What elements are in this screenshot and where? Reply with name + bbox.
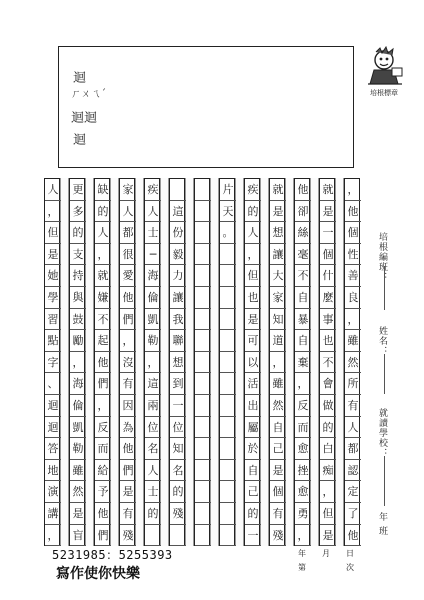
grid-cell bbox=[220, 244, 236, 266]
grid-cell: 天 bbox=[220, 201, 236, 223]
grid-cell: ─ bbox=[145, 244, 161, 266]
grid-cell: 是 bbox=[120, 481, 136, 503]
grid-cell: 盲 bbox=[70, 525, 86, 547]
grid-cell: 疾 bbox=[145, 179, 161, 201]
grid-cell: 答 bbox=[45, 438, 61, 460]
page-no-label: 第 bbox=[298, 563, 306, 572]
grid-cell: 沒 bbox=[120, 352, 136, 374]
grid-cell: 家 bbox=[270, 287, 286, 309]
grid-cell: 己 bbox=[270, 438, 286, 460]
grid-cell: ， bbox=[45, 201, 61, 223]
grid-cell: 然 bbox=[270, 395, 286, 417]
page-year-label: 年 bbox=[298, 549, 306, 558]
grid-cell bbox=[220, 373, 236, 395]
grid-cell: 善 bbox=[345, 265, 361, 287]
grid-cell: ， bbox=[270, 352, 286, 374]
grid-cell: 聯 bbox=[170, 330, 186, 352]
grid-cell bbox=[220, 352, 236, 374]
grid-cell bbox=[195, 460, 211, 482]
grid-cell bbox=[220, 503, 236, 525]
grid-cell: 這 bbox=[170, 201, 186, 223]
grid-cell: 己 bbox=[245, 481, 261, 503]
grid-cell: 做 bbox=[320, 395, 336, 417]
grid-cell: 迴 bbox=[45, 417, 61, 439]
grid-cell: 位 bbox=[145, 417, 161, 439]
grid-cell: 就 bbox=[270, 179, 286, 201]
grid-cell: 人 bbox=[345, 417, 361, 439]
grid-cell bbox=[220, 265, 236, 287]
grid-cell: 家 bbox=[120, 179, 136, 201]
grid-gap-column bbox=[110, 178, 119, 546]
grid-cell bbox=[145, 525, 161, 547]
grade-label: 年 班 bbox=[377, 512, 387, 536]
grid-cell: 人 bbox=[45, 179, 61, 201]
grid-cell: 鼓 bbox=[70, 309, 86, 331]
grid-cell: 讓 bbox=[270, 244, 286, 266]
grid-cell: ， bbox=[70, 352, 86, 374]
grid-cell: 殘 bbox=[120, 525, 136, 547]
grid-cell: 都 bbox=[120, 222, 136, 244]
grid-gap-column bbox=[310, 178, 319, 546]
grid-cell: 什 bbox=[320, 265, 336, 287]
grid-column bbox=[144, 178, 160, 546]
grid-cell: 認 bbox=[345, 460, 361, 482]
grid-cell: 持 bbox=[70, 265, 86, 287]
grid-column bbox=[169, 178, 185, 546]
grid-cell bbox=[195, 352, 211, 374]
grid-cell: 愛 bbox=[120, 265, 136, 287]
grid-cell: 大 bbox=[270, 265, 286, 287]
grid-cell: 以 bbox=[245, 352, 261, 374]
grid-cell: 殘 bbox=[170, 503, 186, 525]
grid-cell: ， bbox=[120, 330, 136, 352]
grid-cell: 是 bbox=[270, 201, 286, 223]
grid-cell: 名 bbox=[170, 460, 186, 482]
grid-cell: 殘 bbox=[270, 525, 286, 547]
grid-cell: 的 bbox=[170, 481, 186, 503]
grid-cell: 但 bbox=[245, 265, 261, 287]
grid-cell: 他 bbox=[295, 179, 311, 201]
grid-gap-column bbox=[335, 178, 344, 546]
grid-cell bbox=[220, 309, 236, 331]
grid-cell: 份 bbox=[170, 222, 186, 244]
grid-cell: 講 bbox=[45, 503, 61, 525]
grid-cell: 道 bbox=[270, 330, 286, 352]
grid-cell: 不 bbox=[295, 265, 311, 287]
grid-cell: 一 bbox=[320, 222, 336, 244]
remark-line: 迴 bbox=[73, 71, 87, 86]
grid-column bbox=[269, 178, 285, 546]
grid-gap-column bbox=[135, 178, 144, 546]
grid-cell bbox=[220, 417, 236, 439]
grid-cell: 他 bbox=[95, 503, 111, 525]
page-day-label: 日 bbox=[346, 549, 354, 558]
grid-cell: 位 bbox=[170, 417, 186, 439]
grid-cell: 性 bbox=[345, 244, 361, 266]
grid-cell: 起 bbox=[95, 330, 111, 352]
grid-cell: 不 bbox=[320, 352, 336, 374]
grid-cell: 絲 bbox=[295, 222, 311, 244]
grid-cell: 個 bbox=[270, 481, 286, 503]
grid-cell: 的 bbox=[245, 201, 261, 223]
grid-cell: 自 bbox=[270, 417, 286, 439]
grid-cell: 出 bbox=[245, 395, 261, 417]
grid-cell: 屬 bbox=[245, 417, 261, 439]
grid-cell: 我 bbox=[170, 309, 186, 331]
grid-cell bbox=[195, 309, 211, 331]
grid-cell: 習 bbox=[45, 309, 61, 331]
grid-cell: 他 bbox=[345, 201, 361, 223]
school-label: 就讀學校： bbox=[377, 408, 387, 458]
grid-cell: 個 bbox=[345, 222, 361, 244]
grid-cell: 挫 bbox=[295, 460, 311, 482]
grid-gap-column bbox=[185, 178, 194, 546]
grid-cell: 到 bbox=[170, 373, 186, 395]
grid-cell bbox=[195, 330, 211, 352]
grid-cell: 雖 bbox=[70, 460, 86, 482]
grid-cell: 們 bbox=[120, 460, 136, 482]
grid-cell: 倫 bbox=[145, 287, 161, 309]
grid-cell: 勒 bbox=[145, 330, 161, 352]
remark-line: ㄏㄨㄟˊ bbox=[71, 89, 106, 100]
grid-cell: 有 bbox=[120, 373, 136, 395]
grid-cell: 們 bbox=[95, 525, 111, 547]
grid-column bbox=[244, 178, 260, 546]
grid-cell: ， bbox=[95, 395, 111, 417]
grid-cell: ， bbox=[295, 525, 311, 547]
grid-cell: 的 bbox=[320, 417, 336, 439]
grid-cell bbox=[220, 330, 236, 352]
grid-cell: 字 bbox=[45, 352, 61, 374]
name-field-line bbox=[384, 354, 385, 394]
grid-cell: 兩 bbox=[145, 395, 161, 417]
grid-column bbox=[194, 178, 210, 546]
grid-cell: 想 bbox=[170, 352, 186, 374]
grid-cell: 士 bbox=[145, 222, 161, 244]
footer-slogan: 寫作使你快樂 bbox=[56, 566, 140, 582]
grid-cell: ， bbox=[245, 244, 261, 266]
grid-cell: 但 bbox=[45, 222, 61, 244]
grid-cell: 疾 bbox=[245, 179, 261, 201]
grid-cell: 良 bbox=[345, 287, 361, 309]
grid-cell: 活 bbox=[245, 373, 261, 395]
grid-cell: 人 bbox=[145, 460, 161, 482]
grid-cell: 士 bbox=[145, 481, 161, 503]
grid-gap-column bbox=[160, 178, 169, 546]
grid-cell bbox=[195, 179, 211, 201]
grid-cell: 會 bbox=[320, 373, 336, 395]
grid-cell: ， bbox=[345, 179, 361, 201]
grid-cell: 們 bbox=[120, 309, 136, 331]
grid-cell: 凱 bbox=[70, 417, 86, 439]
grid-cell: 這 bbox=[145, 373, 161, 395]
class-field-line bbox=[384, 266, 385, 310]
grid-gap-column bbox=[235, 178, 244, 546]
grid-cell: 學 bbox=[45, 287, 61, 309]
grid-cell: 多 bbox=[70, 201, 86, 223]
grid-cell: 迴 bbox=[45, 395, 61, 417]
grid-cell: 給 bbox=[95, 460, 111, 482]
grid-cell: 片 bbox=[220, 179, 236, 201]
grid-cell: 的 bbox=[70, 222, 86, 244]
grid-gap-column bbox=[210, 178, 219, 546]
grid-cell: 也 bbox=[245, 287, 261, 309]
grid-cell: 不 bbox=[95, 309, 111, 331]
grid-cell: ， bbox=[145, 352, 161, 374]
grid-cell: 有 bbox=[270, 503, 286, 525]
grid-cell: 力 bbox=[170, 265, 186, 287]
school-field-line bbox=[384, 456, 385, 506]
grid-cell bbox=[195, 481, 211, 503]
grid-cell bbox=[195, 417, 211, 439]
footer-code: 5231985：5255393 bbox=[52, 548, 173, 562]
grid-cell: 一 bbox=[170, 395, 186, 417]
grid-cell: 了 bbox=[345, 503, 361, 525]
grid-cell bbox=[195, 525, 211, 547]
grid-cell: 是 bbox=[270, 460, 286, 482]
grid-cell: 是 bbox=[45, 244, 61, 266]
grid-cell: 他 bbox=[345, 525, 361, 547]
grid-cell: 雖 bbox=[345, 330, 361, 352]
grid-column bbox=[219, 178, 235, 546]
grid-cell: 人 bbox=[145, 201, 161, 223]
grid-cell: 人 bbox=[95, 222, 111, 244]
grid-cell: 海 bbox=[145, 265, 161, 287]
class-label: 培根編班： bbox=[377, 232, 387, 282]
grid-cell: 也 bbox=[320, 330, 336, 352]
grid-cell: 一 bbox=[245, 525, 261, 547]
grid-column bbox=[94, 178, 110, 546]
grid-cell: 是 bbox=[320, 525, 336, 547]
grid-gap-column bbox=[85, 178, 94, 546]
grid-cell bbox=[170, 179, 186, 201]
grid-column bbox=[294, 178, 310, 546]
grid-cell: 痴 bbox=[320, 460, 336, 482]
grid-cell: 凱 bbox=[145, 309, 161, 331]
grid-cell: 然 bbox=[70, 481, 86, 503]
grid-cell: 很 bbox=[120, 244, 136, 266]
grid-cell bbox=[195, 395, 211, 417]
grid-cell: 讓 bbox=[170, 287, 186, 309]
grid-cell: 有 bbox=[345, 395, 361, 417]
grid-cell: 更 bbox=[70, 179, 86, 201]
grid-cell bbox=[195, 503, 211, 525]
grid-cell: 個 bbox=[320, 244, 336, 266]
grid-cell: 而 bbox=[95, 438, 111, 460]
grid-cell: 暴 bbox=[295, 309, 311, 331]
grid-cell: 地 bbox=[45, 460, 61, 482]
grid-cell: 支 bbox=[70, 244, 86, 266]
grid-cell: 他 bbox=[120, 438, 136, 460]
grid-cell: 自 bbox=[295, 330, 311, 352]
grid-gap-column bbox=[285, 178, 294, 546]
grid-cell: 、 bbox=[45, 373, 61, 395]
grid-cell: 缺 bbox=[95, 179, 111, 201]
grid-cell: 演 bbox=[45, 481, 61, 503]
grid-cell: 反 bbox=[95, 417, 111, 439]
grid-cell: ， bbox=[45, 525, 61, 547]
grid-cell: 卻 bbox=[295, 201, 311, 223]
grid-cell: 是 bbox=[320, 201, 336, 223]
grid-cell bbox=[220, 395, 236, 417]
grid-cell: 所 bbox=[345, 373, 361, 395]
grid-cell: 但 bbox=[320, 503, 336, 525]
grid-column bbox=[69, 178, 85, 546]
grid-cell: 而 bbox=[295, 417, 311, 439]
grid-cell: 有 bbox=[120, 503, 136, 525]
grid-gap-column bbox=[60, 178, 69, 546]
grid-cell: 然 bbox=[345, 352, 361, 374]
grid-cell: 勒 bbox=[70, 438, 86, 460]
grid-cell bbox=[195, 265, 211, 287]
grid-cell: 名 bbox=[145, 438, 161, 460]
grid-cell: 他 bbox=[95, 352, 111, 374]
grid-cell: 是 bbox=[70, 503, 86, 525]
grid-cell: 白 bbox=[320, 438, 336, 460]
grid-cell: 都 bbox=[345, 438, 361, 460]
grid-cell: 麼 bbox=[320, 287, 336, 309]
grid-cell: 的 bbox=[95, 201, 111, 223]
grid-cell: 勇 bbox=[295, 503, 311, 525]
name-label: 姓名： bbox=[377, 326, 387, 356]
grid-cell bbox=[220, 481, 236, 503]
grid-cell bbox=[195, 201, 211, 223]
teacher-remark-box bbox=[58, 46, 354, 168]
grid-cell: 棄 bbox=[295, 352, 311, 374]
grid-gap-column bbox=[260, 178, 269, 546]
remark-line: 迴 bbox=[73, 133, 87, 148]
remark-line: 迴迴 bbox=[71, 111, 98, 126]
page-month-label: 月 bbox=[322, 549, 330, 558]
grid-cell: 自 bbox=[245, 460, 261, 482]
page-count-label: 次 bbox=[346, 563, 354, 572]
grid-cell: ， bbox=[345, 309, 361, 331]
grid-cell: 勵 bbox=[70, 330, 86, 352]
grid-cell: 他 bbox=[120, 287, 136, 309]
grid-cell: 她 bbox=[45, 265, 61, 287]
grid-cell: 定 bbox=[345, 481, 361, 503]
grid-cell: 人 bbox=[245, 222, 261, 244]
grid-cell: 就 bbox=[320, 179, 336, 201]
grid-cell: 愈 bbox=[295, 438, 311, 460]
grid-cell: 想 bbox=[270, 222, 286, 244]
grid-cell: 嫌 bbox=[95, 287, 111, 309]
grid-cell bbox=[195, 438, 211, 460]
grid-cell: 毅 bbox=[170, 244, 186, 266]
grid-cell: 事 bbox=[320, 309, 336, 331]
grid-cell bbox=[220, 438, 236, 460]
grid-cell: ， bbox=[295, 373, 311, 395]
grid-cell: 反 bbox=[295, 395, 311, 417]
grid-cell bbox=[170, 525, 186, 547]
grid-cell: 於 bbox=[245, 438, 261, 460]
grid-cell bbox=[220, 287, 236, 309]
grid-cell: 予 bbox=[95, 481, 111, 503]
grid-cell: 就 bbox=[95, 265, 111, 287]
grid-cell bbox=[195, 287, 211, 309]
grid-cell: 是 bbox=[245, 309, 261, 331]
grid-column bbox=[44, 178, 60, 546]
grid-cell: 愈 bbox=[295, 481, 311, 503]
logo-caption: 培根標章 bbox=[370, 89, 398, 97]
grid-cell: 的 bbox=[245, 503, 261, 525]
grid-cell bbox=[195, 244, 211, 266]
grid-column bbox=[319, 178, 335, 546]
grid-cell: 與 bbox=[70, 287, 86, 309]
grid-cell: 自 bbox=[295, 287, 311, 309]
grid-cell bbox=[195, 222, 211, 244]
grid-cell: 們 bbox=[95, 373, 111, 395]
grid-cell: 人 bbox=[120, 201, 136, 223]
grid-cell bbox=[195, 373, 211, 395]
grid-cell: 因 bbox=[120, 395, 136, 417]
grid-cell: 點 bbox=[45, 330, 61, 352]
grid-cell: ， bbox=[95, 244, 111, 266]
grid-cell: 海 bbox=[70, 373, 86, 395]
grid-column bbox=[119, 178, 135, 546]
grid-cell bbox=[220, 460, 236, 482]
grid-cell: ， bbox=[320, 481, 336, 503]
grid-cell: 可 bbox=[245, 330, 261, 352]
grid-cell: 雖 bbox=[270, 373, 286, 395]
grid-cell: 為 bbox=[120, 417, 136, 439]
grid-cell bbox=[220, 525, 236, 547]
grid-cell: 的 bbox=[145, 503, 161, 525]
grid-cell: 知 bbox=[170, 438, 186, 460]
grid-cell: 。 bbox=[220, 222, 236, 244]
grid-cell: 知 bbox=[270, 309, 286, 331]
grid-cell: 毫 bbox=[295, 244, 311, 266]
grid-column bbox=[344, 178, 360, 546]
grid-cell: 倫 bbox=[70, 395, 86, 417]
